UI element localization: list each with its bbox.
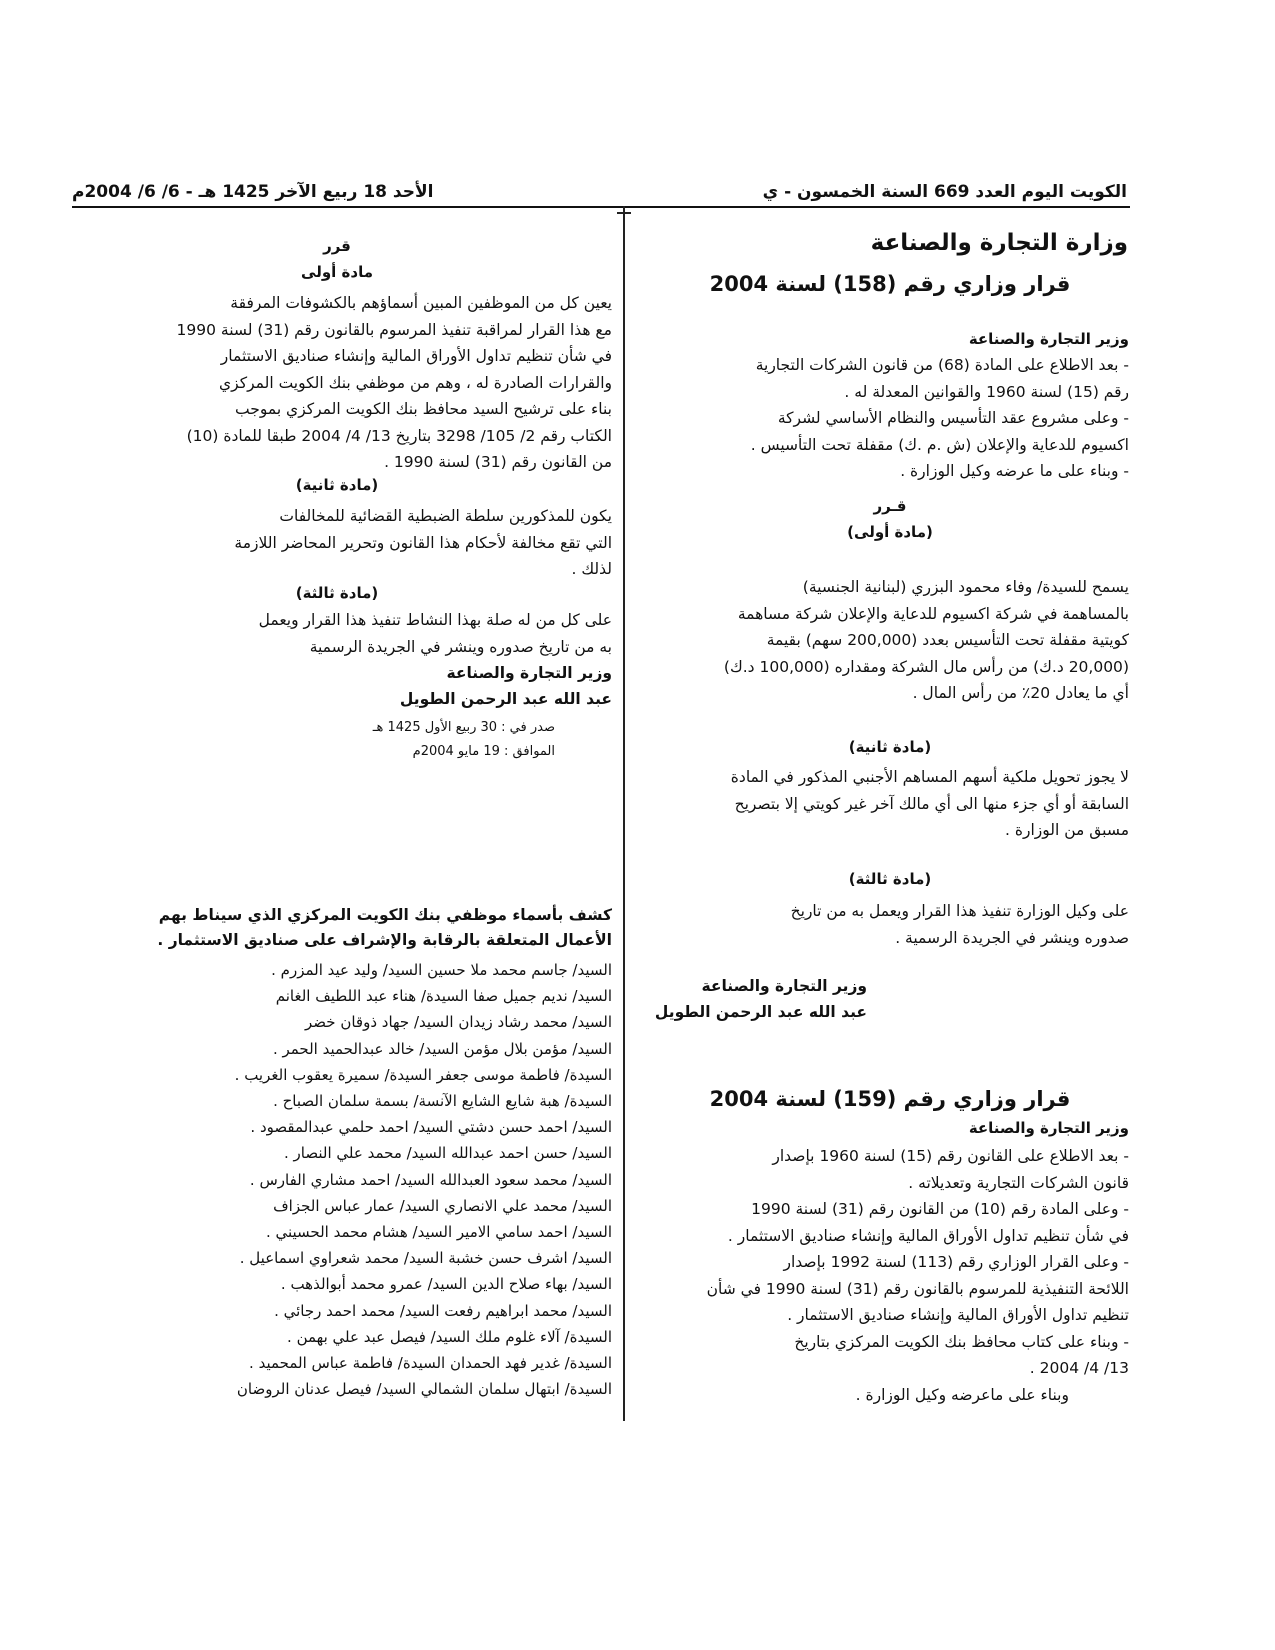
decision-158-preamble xyxy=(647,352,1129,485)
text-line: على كل من له صلة بهذا النشاط تنفيذ هذا القرار ويعمل xyxy=(258,611,612,629)
left-article-3-title: (مادة ثالثة) xyxy=(295,584,379,602)
text-line: أي ما يعادل 20٪ من رأس المال . xyxy=(912,684,1129,702)
left-article-2-text xyxy=(92,503,612,583)
text-line: في شأن تنظيم تداول الأوراق المالية وإنشاء صناديق الاستثمار . xyxy=(727,1226,1129,1245)
article-3-text xyxy=(647,898,1129,951)
list-title-line-1: كشف بأسماء موظفي بنك الكويت المركزي الذي سيناط بهم xyxy=(158,906,612,924)
text-line: - بعد الاطلاع على المادة (68) من قانون الشركات التجارية xyxy=(755,356,1129,374)
text-line: كويتية مقفلة تحت التأسيس بعدد (200,000 سهم) بقيمة xyxy=(766,631,1129,649)
text-line: (20,000 د.ك) من رأس مال الشركة ومقداره (100,000 د.ك) xyxy=(723,657,1129,676)
text-line: به من تاريخ صدوره وينشر في الجريدة الرسمية xyxy=(309,637,612,656)
list-item: السيدة/ غدير فهد الحمدان السيدة/ فاطمة عباس المحميد . xyxy=(249,1354,612,1373)
employee-names-list xyxy=(92,957,612,1402)
article-1-title: (مادة أولى) xyxy=(847,523,933,541)
text-line: - وبناء على ما عرضه وكيل الوزارة . xyxy=(900,462,1129,480)
text-line: 13/ 4/ 2004 . xyxy=(1029,1359,1129,1377)
decision-158-issuer: وزير التجارة والصناعة xyxy=(968,330,1129,348)
list-item: السيدة/ ابتهال سلمان الشمالي السيد/ فيصل عدنان الروضان xyxy=(236,1380,612,1399)
text-line: رقم (15) لسنة 1960 والقوانين المعدلة له . xyxy=(844,382,1129,401)
decision-159-preamble xyxy=(647,1143,1129,1408)
text-line: اللائحة التنفيذية للمرسوم بالقانون رقم (31) لسنة 1990 في شأن xyxy=(706,1279,1129,1298)
text-line: في شأن تنظيم تداول الأوراق المالية وإنشاء صناديق الاستثمار xyxy=(220,347,612,365)
list-item: السيد/ حسن احمد عبدالله السيد/ محمد علي النصار . xyxy=(284,1144,612,1163)
text-line: على وكيل الوزارة تنفيذ هذا القرار ويعمل به من تاريخ xyxy=(790,902,1129,920)
decided-label: قـرر xyxy=(873,497,907,515)
list-item: السيد/ محمد علي الانصاري السيد/ عمار عباس الجزاف xyxy=(273,1196,612,1215)
list-item: السيد/ محمد رشاد زيدان السيد/ جهاد ذوقان خضر xyxy=(305,1013,612,1032)
decision-158-title: قرار وزاري رقم (158) لسنة 2004 xyxy=(709,272,1071,296)
list-item: السيدة/ فاطمة موسى جعفر السيدة/ سميرة يعقوب الغريب . xyxy=(234,1065,612,1084)
list-item: السيد/ احمد سامي الامير السيد/ هشام محمد الحسيني . xyxy=(265,1223,612,1242)
column-divider xyxy=(623,206,625,1421)
text-line: تنظيم تداول الأوراق المالية وإنشاء صناديق الاستثمار . xyxy=(787,1306,1129,1324)
text-line: قانون الشركات التجارية وتعديلاته . xyxy=(908,1173,1129,1192)
divider-cross xyxy=(617,212,631,214)
list-item: السيد/ نديم جميل صفا السيدة/ هناء عبد اللطيف الغانم xyxy=(275,987,612,1006)
list-item: السيد/ جاسم محمد ملا حسين السيد/ وليد عيد المزرم . xyxy=(271,961,612,979)
issued-date: صدر في : 30 ربيع الأول 1425 هـ xyxy=(372,720,555,735)
list-item: السيد/ مؤمن بلال مؤمن السيد/ خالد عبدالحميد الحمر . xyxy=(272,1039,612,1058)
ministry-heading: وزارة التجارة والصناعة xyxy=(870,230,1128,256)
left-signature-title: وزير التجارة والصناعة xyxy=(446,664,612,682)
list-item: السيد/ محمد ابراهيم رفعت السيد/ محمد احمد رجائي . xyxy=(274,1301,612,1320)
text-line: التي تقع مخالفة لأحكام هذا القانون وتحرير المحاضر اللازمة xyxy=(234,533,612,552)
text-line: لذلك . xyxy=(571,560,612,578)
text-line: والقرارات الصادرة له ، وهم من موظفي بنك الكويت المركزي xyxy=(219,373,612,392)
text-line: لا يجوز تحويل ملكية أسهم المساهم الأجنبي المذكور في المادة xyxy=(730,768,1129,786)
article-2-title: (مادة ثانية) xyxy=(848,738,932,756)
decision-159-issuer: وزير التجارة والصناعة xyxy=(968,1119,1129,1137)
list-item: السيد/ اشرف حسن خشبة السيد/ محمد شعراوي اسماعيل . xyxy=(239,1249,612,1268)
article-1-text xyxy=(647,574,1129,707)
list-item: السيد/ بهاء صلاح الدين السيد/ عمرو محمد أبوالذهب . xyxy=(280,1275,612,1294)
text-line: يكون للمذكورين سلطة الضبطية القضائية للمخالفات xyxy=(279,507,612,525)
text-line: الكتاب رقم 2/ 105/ 3298 بتاريخ 13/ 4/ 2004 طبقا للمادة (10) xyxy=(186,426,612,445)
text-line: - وبناء على كتاب محافظ بنك الكويت المركزي بتاريخ xyxy=(794,1332,1129,1351)
article-2-text xyxy=(647,764,1129,844)
left-decided-label: قرر xyxy=(323,237,351,255)
left-article-1-text xyxy=(92,290,612,476)
corresponding-date: الموافق : 19 مايو 2004م xyxy=(412,744,555,759)
decision-159-title: قرار وزاري رقم (159) لسنة 2004 xyxy=(709,1087,1071,1111)
text-line: مسبق من الوزارة . xyxy=(1005,821,1129,839)
text-line: يعين كل من الموظفين المبين أسماؤهم بالكشوفات المرفقة xyxy=(230,294,612,312)
header-issue-info: الكويت اليوم العدد 669 السنة الخمسون - ي xyxy=(762,182,1127,202)
text-line: - وعلى المادة رقم (10) من القانون رقم (31) لسنة 1990 xyxy=(751,1200,1129,1218)
text-line: بناء على ترشيح السيد محافظ بنك الكويت المركزي بموجب xyxy=(235,400,612,418)
text-line: - وعلى القرار الوزاري رقم (113) لسنة 1992 بإصدار xyxy=(783,1253,1129,1271)
text-line: اكسيوم للدعاية والإعلان (ش .م .ك) مقفلة تحت التأسيس . xyxy=(750,435,1129,454)
text-line: صدوره وينشر في الجريدة الرسمية . xyxy=(895,928,1129,947)
text-line: - بعد الاطلاع على القانون رقم (15) لسنة 1960 بإصدار xyxy=(772,1147,1129,1165)
text-line: بالمساهمة في شركة اكسيوم للدعاية والإعلان شركة مساهمة xyxy=(737,604,1129,623)
signature-title: وزير التجارة والصناعة xyxy=(701,977,867,995)
left-article-2-title: (مادة ثانية) xyxy=(295,476,379,494)
text-line: مع هذا القرار لمراقبة تنفيذ المرسوم بالقانون رقم (31) لسنة 1990 xyxy=(176,320,612,339)
list-item: السيد/ محمد سعود العبدالله السيد/ احمد مشاري الفارس . xyxy=(249,1170,612,1189)
text-line: - وعلى مشروع عقد التأسيس والنظام الأساسي لشركة xyxy=(777,409,1129,427)
text-line: السابقة أو أي جزء منها الى أي مالك آخر غير كويتي إلا بتصريح xyxy=(734,794,1129,813)
list-item: السيدة/ هبة شايع الشايع الآنسة/ بسمة سلمان الصباح . xyxy=(273,1092,612,1111)
signature-name: عبد الله عبد الرحمن الطويل xyxy=(654,1003,867,1021)
header-rule xyxy=(72,206,1130,208)
list-item: السيد/ احمد حسن دشتي السيد/ احمد حلمي عبدالمقصود . xyxy=(250,1118,612,1137)
text-line: يسمح للسيدة/ وفاء محمود البزري (لبنانية الجنسية) xyxy=(802,578,1129,596)
left-article-1-title: مادة أولى xyxy=(301,263,373,281)
text-line: من القانون رقم (31) لسنة 1990 . xyxy=(384,453,612,471)
list-item: السيدة/ آلاء غلوم ملك السيد/ فيصل عبد علي بهمن . xyxy=(287,1327,612,1346)
article-3-title: (مادة ثالثة) xyxy=(848,870,932,888)
header-date: الأحد 18 ربيع الآخر 1425 هـ - 6/ 6/ 2004م xyxy=(72,182,434,202)
left-article-3-text xyxy=(92,607,612,660)
left-signature-name: عبد الله عبد الرحمن الطويل xyxy=(399,690,612,708)
list-title-line-2: الأعمال المتعلقة بالرقابة والإشراف على صناديق الاستثمار . xyxy=(157,931,612,949)
text-line: وبناء على ماعرضه وكيل الوزارة . xyxy=(855,1385,1069,1404)
